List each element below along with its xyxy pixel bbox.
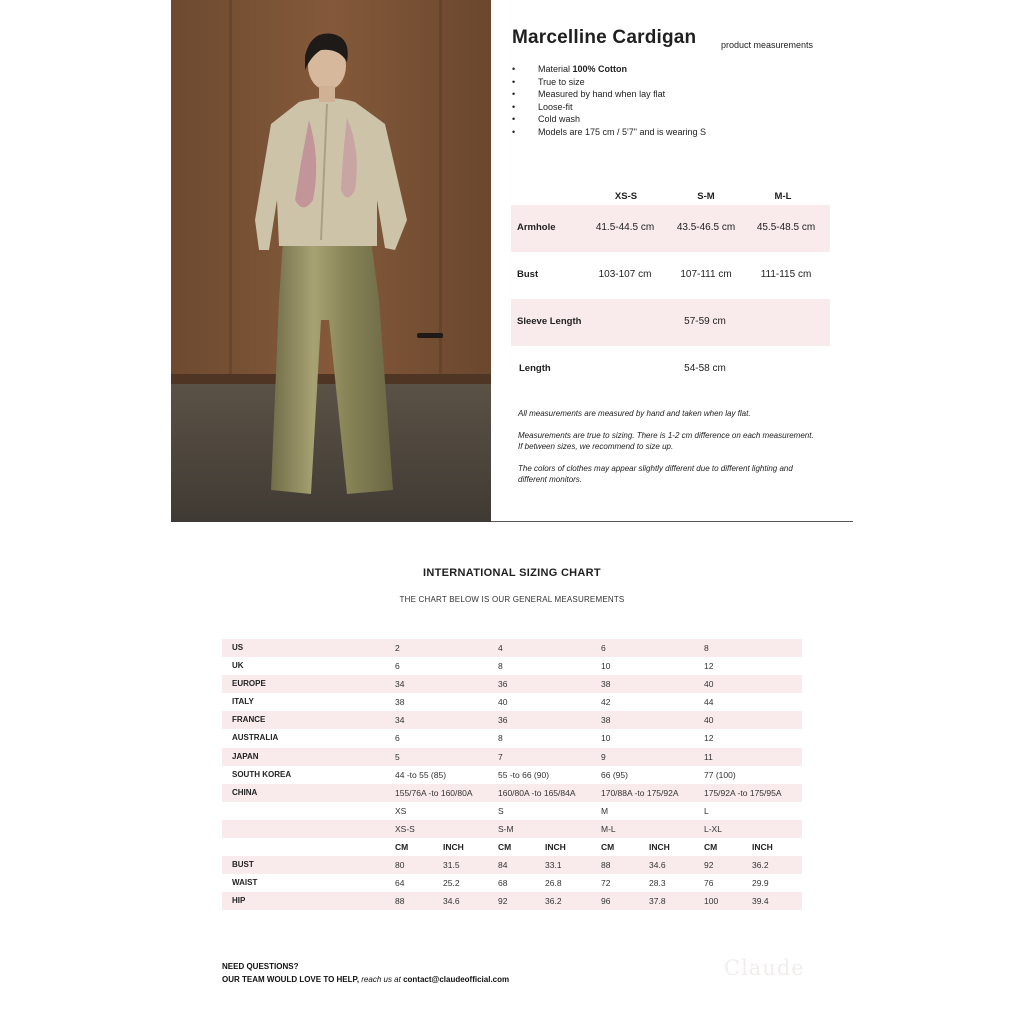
cell: 36.2 xyxy=(545,896,562,907)
cell: 38 xyxy=(601,679,611,690)
product-title: Marcelline Cardigan xyxy=(512,27,697,48)
row-label: HIP xyxy=(232,896,246,906)
cell: XS-S xyxy=(395,823,415,834)
cell: 42 xyxy=(601,697,611,708)
table-row xyxy=(222,802,802,820)
feature-item: • True to size xyxy=(512,76,706,89)
brand-watermark: Claude xyxy=(724,956,805,980)
cell: S xyxy=(498,805,504,816)
cell: 25.2 xyxy=(443,878,460,889)
cell: 6 xyxy=(395,661,400,672)
cell: 155/76A -to 160/80A xyxy=(395,787,473,798)
cell: INCH xyxy=(649,842,670,853)
cell: 44 xyxy=(704,697,714,708)
cell: 45.5-48.5 cm xyxy=(756,222,816,233)
table-row xyxy=(222,892,802,910)
table-row xyxy=(222,838,802,856)
cell: 41.5-44.5 cm xyxy=(595,222,655,233)
cell: 33.1 xyxy=(545,860,562,871)
cell: L-XL xyxy=(704,823,722,834)
cell: 54-58 cm xyxy=(684,363,726,374)
footer-reach-text: reach us at xyxy=(359,975,404,984)
cell: 11 xyxy=(704,751,713,762)
cell: 34 xyxy=(395,715,405,726)
cell: 43.5-46.5 cm xyxy=(676,222,736,233)
footer-contact xyxy=(222,975,509,984)
row-label: ITALY xyxy=(232,697,254,707)
cell: 31.5 xyxy=(443,860,460,871)
product-photo xyxy=(171,0,491,522)
cell: 4 xyxy=(498,643,503,653)
cell: 96 xyxy=(601,896,611,907)
cell: 7 xyxy=(498,751,503,762)
row-label: US xyxy=(232,643,244,652)
cell: 29.9 xyxy=(752,878,769,889)
model-photo-illustration xyxy=(171,0,491,522)
cell: 8 xyxy=(498,661,503,672)
size-table-header xyxy=(511,187,830,205)
cell: 28.3 xyxy=(649,878,666,889)
cell: 36 xyxy=(498,679,508,690)
row-label: WAIST xyxy=(232,878,258,888)
row-label: AUSTRALIA xyxy=(232,733,279,743)
cell: 36 xyxy=(498,715,508,726)
size-header: XS-S xyxy=(614,191,638,202)
cell: 44 -to 55 (85) xyxy=(395,769,447,780)
cell: CM xyxy=(498,842,512,853)
cell: 10 xyxy=(601,733,611,744)
cell: L xyxy=(704,805,709,816)
cell: 55 -to 66 (90) xyxy=(498,769,550,780)
table-row xyxy=(222,711,802,729)
feature-list xyxy=(512,63,706,138)
footer-help-text: OUR TEAM WOULD LOVE TO HELP, xyxy=(222,975,360,984)
feature-item: • Models are 175 cm / 5'7" and is wearing S xyxy=(512,126,706,139)
contact-email-link[interactable]: contact@claudeofficial.com xyxy=(403,975,510,984)
cell: 36.2 xyxy=(752,860,769,871)
table-row xyxy=(222,856,802,874)
table-row xyxy=(222,784,802,802)
cell: CM xyxy=(601,842,615,853)
row-label: UK xyxy=(232,661,244,671)
table-row xyxy=(222,729,802,747)
cell: 175/92A -to 175/95A xyxy=(704,787,782,798)
cell: 84 xyxy=(498,860,508,871)
cell: 12 xyxy=(704,733,714,744)
cell: 72 xyxy=(601,878,611,889)
cell: 77 (100) xyxy=(704,769,736,780)
note: Measurements are true to sizing. There is 1-2 cm difference on each measurement. If between sizes, we recommend to size up. xyxy=(518,431,814,451)
table-row xyxy=(511,346,830,393)
cell: 26.8 xyxy=(545,878,562,889)
row-label: Armhole xyxy=(517,222,556,233)
row-label: CHINA xyxy=(232,787,258,797)
cell: 160/80A -to 165/84A xyxy=(498,787,576,798)
row-label: Bust xyxy=(517,269,539,280)
cell: 40 xyxy=(704,679,714,690)
table-row xyxy=(222,675,802,693)
cell: 64 xyxy=(395,878,405,889)
cell: 76 xyxy=(704,878,714,889)
intl-chart-subtitle: THE CHART BELOW IS OUR GENERAL MEASUREMENTS xyxy=(399,595,625,604)
cell: INCH xyxy=(443,842,464,853)
row-label: EUROPE xyxy=(232,679,266,689)
cell: 12 xyxy=(704,661,714,672)
feature-item: • Material 100% Cotton xyxy=(512,63,706,76)
cell: M-L xyxy=(601,823,616,834)
cell: CM xyxy=(395,842,409,853)
cell: 107-111 cm xyxy=(680,269,732,280)
footer-question: NEED QUESTIONS? xyxy=(222,962,299,971)
cell: XS xyxy=(395,805,407,816)
table-row xyxy=(222,874,802,892)
cell: 170/88A -to 175/92A xyxy=(601,787,679,798)
cell: 8 xyxy=(498,733,503,744)
row-label: SOUTH KOREA xyxy=(232,769,292,779)
table-row xyxy=(511,252,830,299)
cell: INCH xyxy=(752,842,773,853)
cell: 57-59 cm xyxy=(684,316,726,327)
row-label: Length xyxy=(519,363,551,374)
cell: 38 xyxy=(395,697,405,708)
cell: 88 xyxy=(601,860,611,871)
feature-item: • Measured by hand when lay flat xyxy=(512,88,706,101)
cell: 2 xyxy=(395,643,400,653)
table-row xyxy=(222,693,802,711)
table-row xyxy=(222,639,802,657)
cell: CM xyxy=(704,842,718,853)
section-divider xyxy=(491,521,853,522)
row-label: FRANCE xyxy=(232,715,266,725)
cell: 68 xyxy=(498,878,508,889)
cell: 100 xyxy=(704,896,719,907)
cell: 6 xyxy=(395,733,400,744)
cell: 66 (95) xyxy=(601,769,628,780)
note: The colors of clothes may appear slightly different due to different lighting and different monitors. xyxy=(518,464,793,484)
cell: 88 xyxy=(395,896,405,907)
cell: 40 xyxy=(498,697,508,708)
cell: 34.6 xyxy=(443,896,460,907)
cell: 92 xyxy=(498,896,508,907)
cell: 103-107 cm xyxy=(598,269,652,280)
row-label: BUST xyxy=(232,860,254,870)
row-label: JAPAN xyxy=(232,751,259,761)
cell: 92 xyxy=(704,860,714,871)
size-header: M-L xyxy=(774,191,792,202)
cell: 5 xyxy=(395,751,400,762)
cell: INCH xyxy=(545,842,566,853)
cell: M xyxy=(601,805,609,816)
note: All measurements are measured by hand and taken when lay flat. xyxy=(518,409,751,418)
cell: 10 xyxy=(601,661,611,672)
intl-sizing-table xyxy=(222,639,802,910)
cell: 34 xyxy=(395,679,405,690)
cell: 38 xyxy=(601,715,611,726)
cell: 111-115 cm xyxy=(760,269,812,280)
feature-item: • Loose-fit xyxy=(512,101,706,114)
cell: 39.4 xyxy=(752,896,769,907)
cell: S-M xyxy=(498,823,514,834)
feature-item: • Cold wash xyxy=(512,113,706,126)
product-size-table xyxy=(511,187,830,393)
cell: 8 xyxy=(704,643,709,653)
cell: 34.6 xyxy=(649,860,666,871)
cell: 37.8 xyxy=(649,896,666,907)
table-row xyxy=(511,299,830,346)
table-row xyxy=(222,820,802,838)
size-header: S-M xyxy=(697,191,715,202)
cell: 9 xyxy=(601,751,606,762)
cell: 80 xyxy=(395,860,405,871)
table-row xyxy=(222,748,802,766)
table-row xyxy=(222,657,802,675)
measurement-notes xyxy=(518,408,818,496)
table-row xyxy=(511,205,830,252)
cell: 6 xyxy=(601,643,606,653)
product-subtitle: product measurements xyxy=(721,40,814,50)
table-row xyxy=(222,766,802,784)
row-label: Sleeve Length xyxy=(517,316,582,327)
intl-chart-title: INTERNATIONAL SIZING CHART xyxy=(423,567,601,579)
cell: 40 xyxy=(704,715,714,726)
